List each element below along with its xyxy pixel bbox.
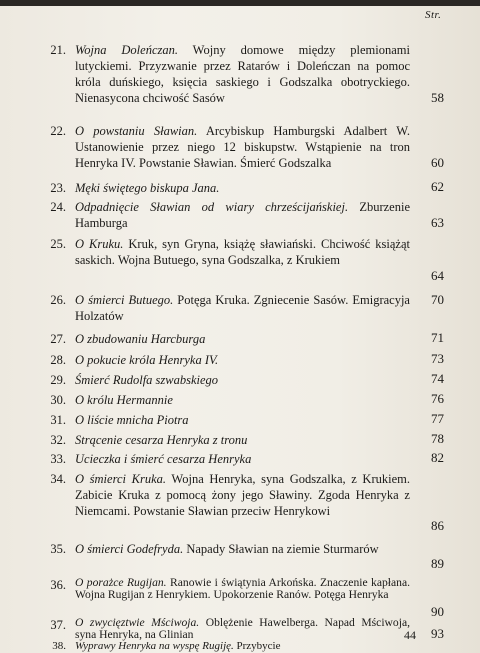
entry-text xyxy=(75,236,410,268)
entry-number: 30. xyxy=(50,393,66,407)
entry-description: Ranowie i świątynia Arkońska. Znaczenie kapłana. Wojna Rugijan z Henrykiem. Upokorzenie Ranów. Potęga Henryka xyxy=(75,576,410,601)
entry-page: 73 xyxy=(431,351,444,366)
entry-title: Odpadnięcie Sławian od wiary chrześcijańskiej. xyxy=(75,200,349,214)
entry-number: 31. xyxy=(50,413,66,427)
entry-text xyxy=(75,352,410,368)
entry-text xyxy=(75,541,410,557)
entry-number: 21. xyxy=(50,43,66,57)
entry-number: 23. xyxy=(50,181,66,195)
entry-page: 58 xyxy=(431,90,444,105)
entry-number: 29. xyxy=(50,373,66,387)
entry-text xyxy=(75,451,410,467)
entry-page: 64 xyxy=(431,268,444,283)
entry-description: Potęga Kruka. Zgniecenie Sasów. Emigracyja Holzatów xyxy=(75,293,410,323)
entry-page: 86 xyxy=(431,518,444,533)
entry-page: 62 xyxy=(431,179,444,194)
entry-text xyxy=(75,617,410,641)
entry-title: O powstaniu Sławian. xyxy=(75,124,198,138)
page-column-header: Str. xyxy=(425,9,442,21)
entry-text xyxy=(75,471,410,519)
entry-description: Arcybiskup Hamburgski Adalbert W. Ustanowienie przez niego 12 biskupstw. Wstąpienie na tron Henryka IV. Powstanie Sławian. Śmierć Godszalka xyxy=(75,124,410,170)
entry-title: Strącenie cesarza Henryka z tronu xyxy=(75,433,248,447)
entry-text xyxy=(75,432,410,448)
entry-number: 28. xyxy=(50,353,66,367)
entry-title: Śmierć Rudolfa szwabskiego xyxy=(75,373,219,387)
entry-number: 37. xyxy=(50,618,66,632)
entry-number: 27. xyxy=(50,332,66,346)
entry-title: O śmierci Godefryda. xyxy=(75,542,184,556)
entry-description: Oblężenie Hawelberga. Napad Mściwoja, syna Henryka, na Glinian xyxy=(75,616,410,641)
entry-title: O królu Hermannie xyxy=(75,393,173,407)
entry-number: 25. xyxy=(50,237,66,251)
entry-description: Napady Sławian na ziemie Sturmarów xyxy=(183,542,379,556)
entry-text xyxy=(75,577,410,601)
entry-number: 36. xyxy=(50,578,66,592)
entry-title: O zbudowaniu Harcburga xyxy=(75,332,206,346)
entry-title: O liście mnicha Piotra xyxy=(75,413,189,427)
entry-title: O śmierci Butuego. xyxy=(75,293,174,307)
entry-title: O zwycięztwie Mściwoja. xyxy=(75,616,200,629)
entry-page: 74 xyxy=(431,371,444,386)
entry-description: Zburzenie Hamburga xyxy=(75,200,410,230)
entry-title: Męki świętego biskupa Jana. xyxy=(75,181,220,195)
entry-text xyxy=(75,331,410,347)
entry-page: 78 xyxy=(431,431,444,446)
entry-description: Wojny domowe między plemionami lutyckiemi. Przyzwanie przez Ratarów i Doleńczan na pomoc króla duńskiego, księcia saskiego i Godszalka obotryckiego. Nienasycona chciwość Sasów xyxy=(75,43,410,105)
entry-description: Wojna Henryka, syna Godszalka, z Krukiem. Zabicie Kruka z pomocą żony jego Sławiny. Zgoda Henryka z Niemcami. Powstanie Sławian przeciw Henrykowi xyxy=(75,472,410,518)
entry-page: 93 xyxy=(431,626,444,641)
entry-number: 35. xyxy=(50,542,66,556)
entry-text xyxy=(75,123,410,171)
entry-page: 71 xyxy=(431,330,444,345)
entry-title: O Kruku. xyxy=(75,237,124,251)
entry-number: 24. xyxy=(50,200,66,214)
entry-text xyxy=(75,180,410,196)
entry-number: 34. xyxy=(50,472,66,486)
entry-title: O śmierci Kruka. xyxy=(75,472,167,486)
catchword: 44 xyxy=(404,628,416,642)
entry-text xyxy=(75,42,410,106)
entry-title: O porażce Rugijan. xyxy=(75,576,167,589)
entry-text xyxy=(75,641,410,652)
entry-title: Wojna Doleńczan. xyxy=(75,43,178,57)
entry-page: 89 xyxy=(431,556,444,571)
entry-number: 38. xyxy=(52,640,66,652)
entry-page: 70 xyxy=(431,292,444,307)
entry-text xyxy=(75,372,410,388)
entry-number: 33. xyxy=(50,452,66,466)
entry-page: 82 xyxy=(431,450,444,465)
entry-text xyxy=(75,199,410,231)
entry-number: 26. xyxy=(50,293,66,307)
entry-number: 32. xyxy=(50,433,66,447)
entry-page: 76 xyxy=(431,391,444,406)
entry-description: Kruk, syn Gryna, książę sławiański. Chciwość książąt saskich. Wojna Butuego, syna Godszalka, z Krukiem xyxy=(75,237,410,267)
entry-page: 63 xyxy=(431,215,444,230)
entry-page: 90 xyxy=(431,604,444,619)
entry-text xyxy=(75,292,410,324)
entry-title: Wyprawy Henryka na wyspę Rugiję. xyxy=(75,640,234,652)
entry-title: Ucieczka i śmierć cesarza Henryka xyxy=(75,452,252,466)
entry-text xyxy=(75,392,410,408)
entry-page: 60 xyxy=(431,155,444,170)
entry-title: O pokucie króla Henryka IV. xyxy=(75,353,219,367)
entry-page: 77 xyxy=(431,411,444,426)
entry-text xyxy=(75,412,410,428)
entry-description: Przybycie xyxy=(233,640,281,652)
entry-number: 22. xyxy=(50,124,66,138)
